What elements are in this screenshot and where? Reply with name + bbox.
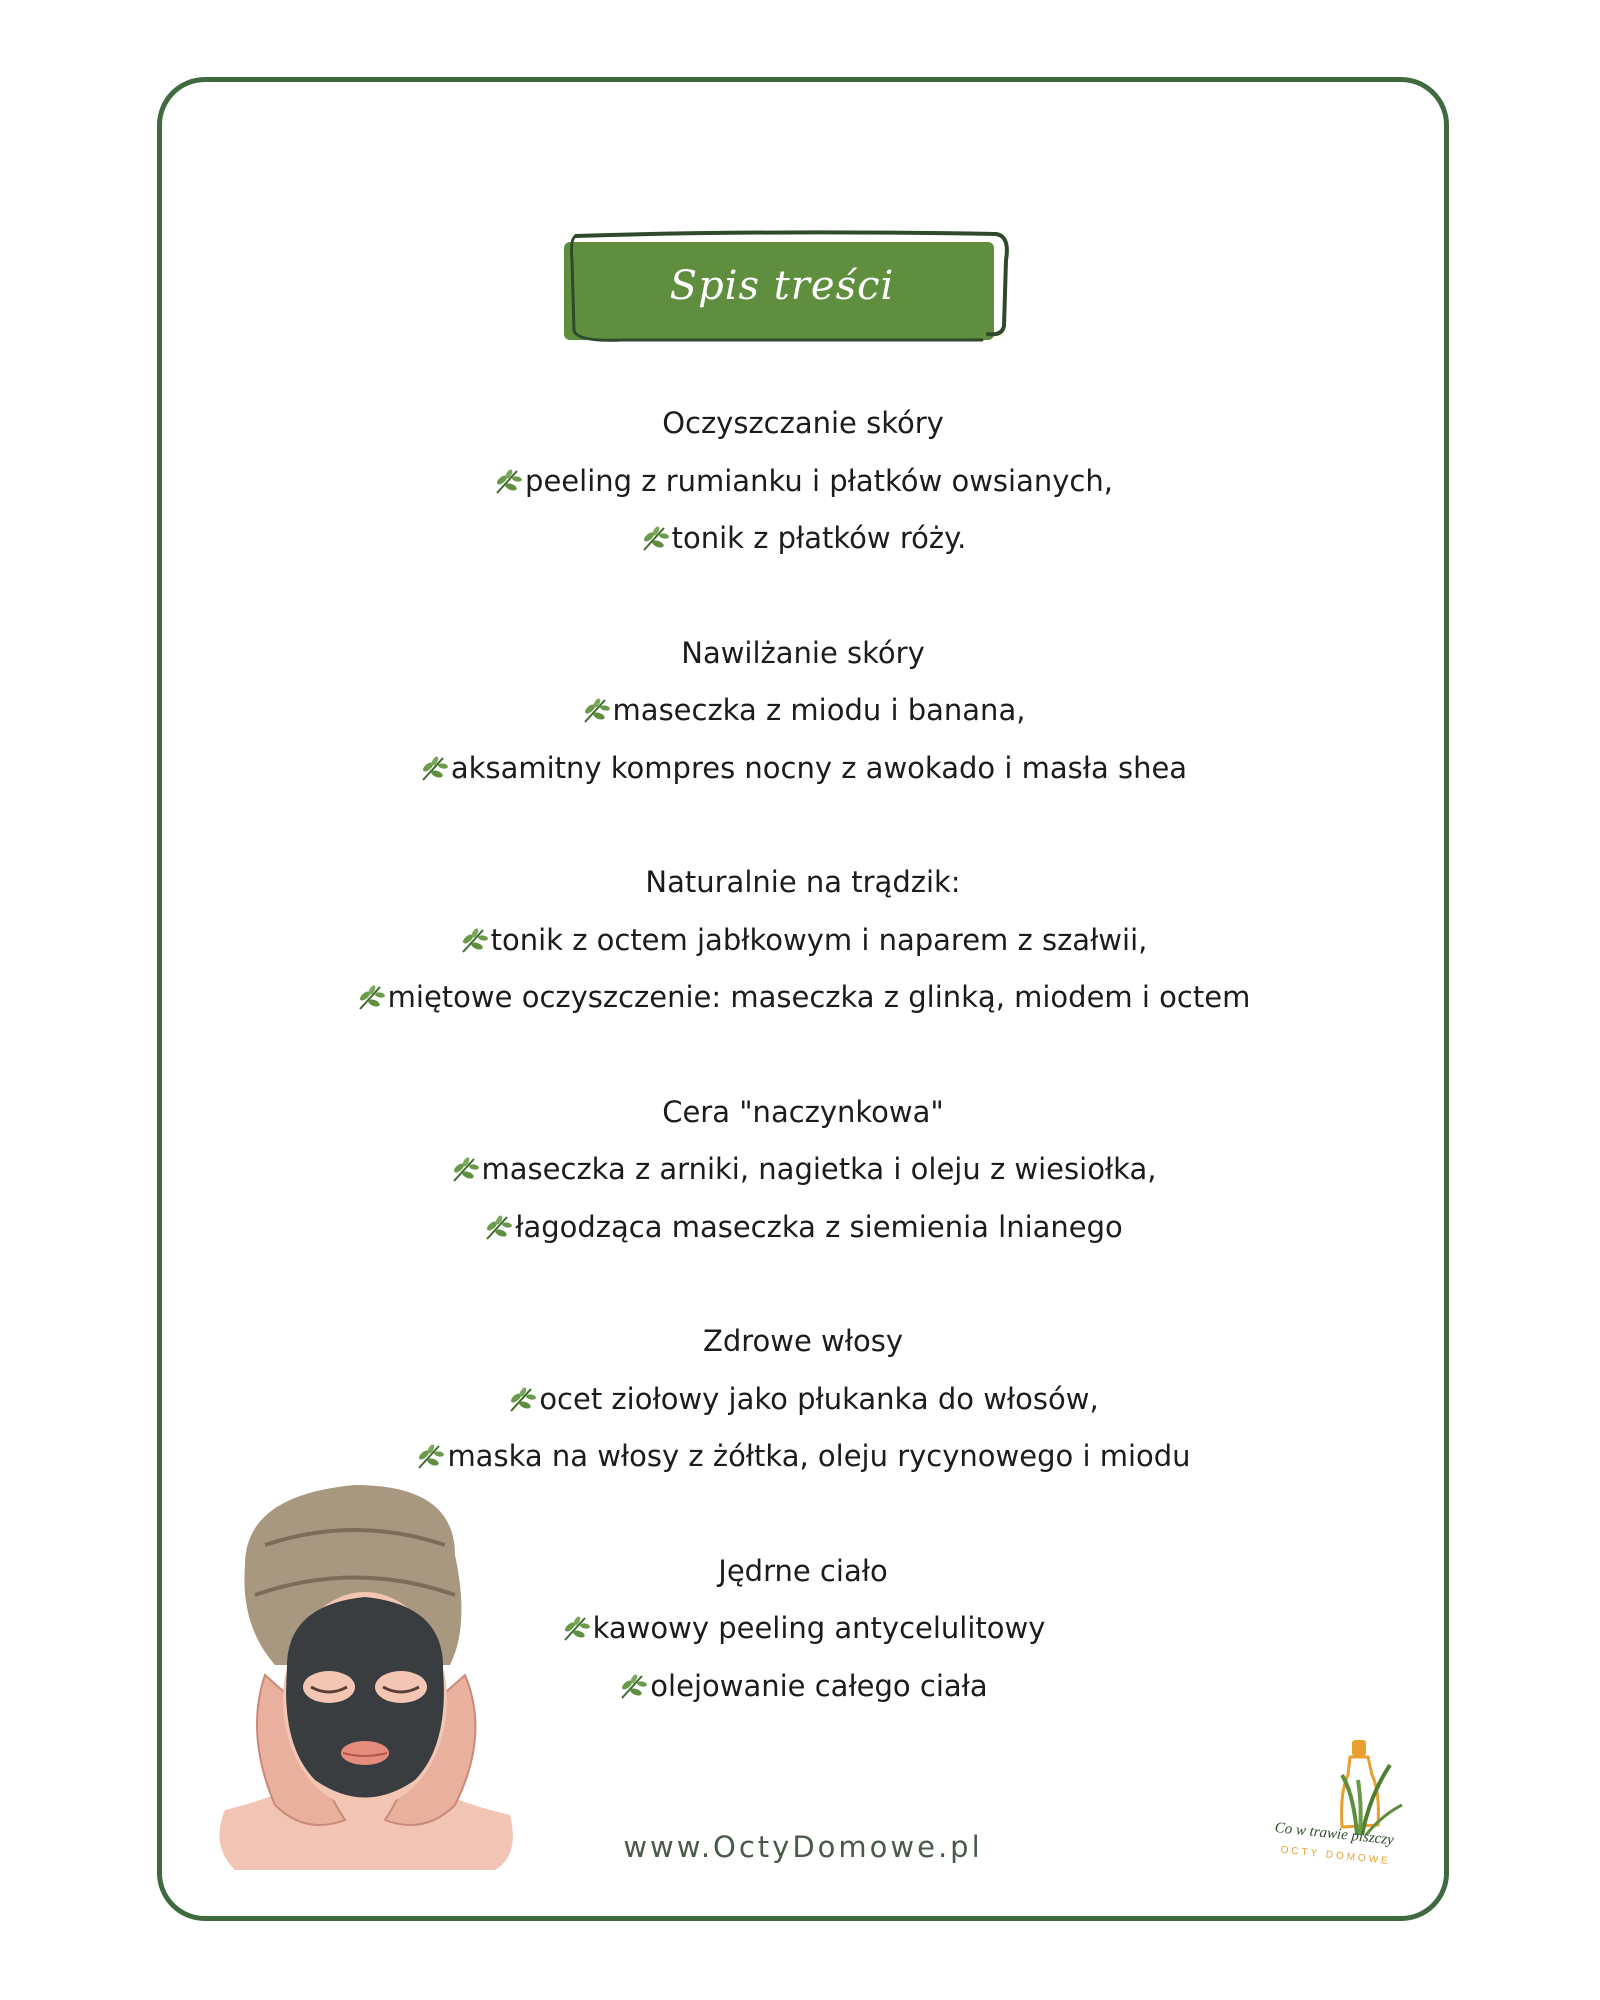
list-item (157, 912, 1449, 970)
herb-leaf-icon (640, 523, 670, 553)
section-heading: Cera "naczynkowa" (662, 1094, 944, 1129)
list-item-text: peeling z rumianku i płatków owsianych, (525, 463, 1113, 498)
herb-leaf-icon (561, 1613, 591, 1643)
list-item-text: tonik z płatków róży. (671, 521, 967, 555)
list-item (157, 510, 1449, 568)
herb-leaf-icon (450, 1154, 480, 1184)
list-item (157, 682, 1449, 740)
section-heading: Naturalnie na trądzik: (645, 865, 961, 899)
list-item-text: kawowy peeling antycelulitowy (592, 1611, 1046, 1645)
logo-brand-name: OCTY DOMOWE (1280, 1844, 1392, 1868)
toc-section (157, 625, 1449, 798)
section-heading: Nawilżanie skóry (681, 635, 925, 670)
toc-section (157, 1084, 1449, 1257)
list-item (157, 969, 1449, 1027)
list-item (157, 1371, 1449, 1429)
herb-leaf-icon (459, 925, 489, 955)
list-item (157, 740, 1449, 798)
list-item-text: maska na włosy z żółtka, oleju rycynowego i miodu (447, 1439, 1191, 1473)
title-banner (562, 230, 1012, 350)
list-item (157, 1199, 1449, 1257)
herb-leaf-icon (493, 466, 523, 496)
list-item-text: maseczka z arniki, nagietka i oleju z wiesiołka, (481, 1152, 1157, 1186)
herb-leaf-icon (507, 1384, 537, 1414)
herb-leaf-icon (483, 1212, 513, 1242)
section-heading: Oczyszczanie skóry (662, 406, 944, 440)
list-item (157, 453, 1449, 511)
toc-section (157, 395, 1449, 568)
herb-leaf-icon (618, 1671, 648, 1701)
list-item-text: aksamitny kompres nocny z awokado i masła shea (450, 750, 1188, 785)
list-item (157, 1141, 1449, 1199)
logo-tagline: Co w trawie piszczy (1273, 1819, 1395, 1849)
herb-leaf-icon (419, 753, 449, 783)
list-item-text: olejowanie całego ciała (650, 1668, 988, 1703)
toc-section (157, 854, 1449, 1027)
section-heading: Zdrowe włosy (702, 1324, 904, 1358)
herb-leaf-icon (581, 695, 611, 725)
herb-leaf-icon (415, 1441, 445, 1471)
list-item-text: łagodząca maseczka z siemienia lnianego (515, 1209, 1123, 1244)
toc-section (157, 1313, 1449, 1486)
list-item-text: ocet ziołowy jako płukanka do włosów, (539, 1381, 1099, 1416)
herb-leaf-icon (356, 982, 386, 1012)
face-mask-illustration (205, 1475, 525, 1875)
list-item-text: miętowe oczyszczenie: maseczka z glinką, miodem i octem (387, 980, 1251, 1014)
list-item-text: tonik z octem jabłkowym i naparem z szałwii, (490, 922, 1148, 957)
list-item-text: maseczka z miodu i banana, (612, 693, 1026, 727)
section-heading: Jędrne ciało (718, 1553, 888, 1588)
page-title: Spis treści (669, 263, 895, 309)
website-url: www.OctyDomowe.pl (623, 1830, 983, 1864)
